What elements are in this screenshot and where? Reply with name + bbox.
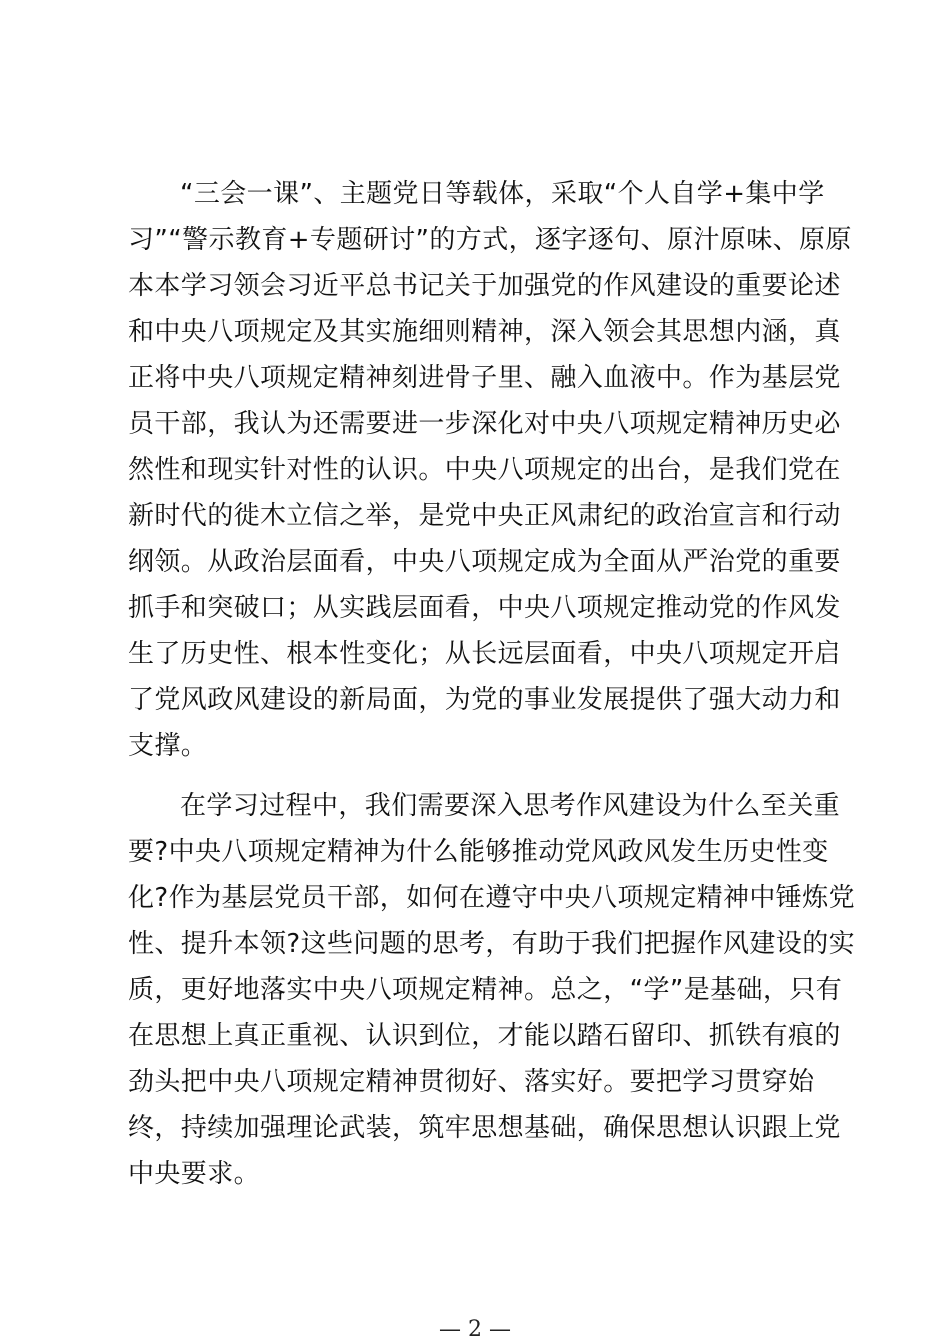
text-line: 正将中央八项规定精神刻进骨子里、融入血液中。作为基层党 xyxy=(128,363,841,393)
text-line: 要?中央八项规定精神为什么能够推动党风政风发生历史性变 xyxy=(128,837,829,867)
text-line: 生了历史性、根本性变化；从长远层面看，中央八项规定开启 xyxy=(128,639,841,669)
text-line: 化?作为基层党员干部，如何在遵守中央八项规定精神中锤炼党 xyxy=(128,883,856,913)
text-line: 支撑。 xyxy=(128,731,208,761)
text-line: 本本学习领会习近平总书记关于加强党的作风建设的重要论述 xyxy=(128,271,841,301)
page-number: — 2 — xyxy=(439,1317,511,1342)
paragraph-spacer xyxy=(128,769,848,783)
text-line: 中央要求。 xyxy=(128,1159,261,1189)
text-line: 然性和现实针对性的认识。中央八项规定的出台，是我们党在 xyxy=(128,455,841,485)
text-line: 在思想上真正重视、认识到位，才能以踏石留印、抓铁有痕的 xyxy=(128,1021,841,1051)
text-line: 抓手和突破口；从实践层面看，中央八项规定推动党的作风发 xyxy=(128,593,841,623)
text-line: 劲头把中央八项规定精神贯彻好、落实好。要把学习贯穿始 xyxy=(128,1067,815,1097)
text-line: 员干部，我认为还需要进一步深化对中央八项规定精神历史必 xyxy=(128,409,841,439)
text-line: 性、提升本领?这些问题的思考，有助于我们把握作风建设的实 xyxy=(128,929,856,959)
text-line: 纲领。从政治层面看，中央八项规定成为全面从严治党的重要 xyxy=(128,547,841,577)
text-line: 了党风政风建设的新局面，为党的事业发展提供了强大动力和 xyxy=(128,685,841,715)
text-line: 习”“警示教育+专题研讨”的方式，逐字逐句、原汁原味、原原 xyxy=(128,225,852,255)
text-line: 在学习过程中，我们需要深入思考作风建设为什么至关重 xyxy=(180,791,841,821)
text-line: “三会一课”、主题党日等载体，采取“个人自学+集中学 xyxy=(180,179,825,209)
text-line: 新时代的徙木立信之举，是党中央正风肃纪的政治宣言和行动 xyxy=(128,501,841,531)
paragraph-1 xyxy=(128,171,852,769)
text-line: 终，持续加强理论武装，筑牢思想基础，确保思想认识跟上党 xyxy=(128,1113,841,1143)
body-text xyxy=(128,171,856,1197)
text-line: 和中央八项规定及其实施细则精神，深入领会其思想内涵，真 xyxy=(128,317,841,347)
paragraph-2 xyxy=(128,783,856,1197)
text-line: 质，更好地落实中央八项规定精神。总之，“学”是基础，只有 xyxy=(128,975,843,1005)
